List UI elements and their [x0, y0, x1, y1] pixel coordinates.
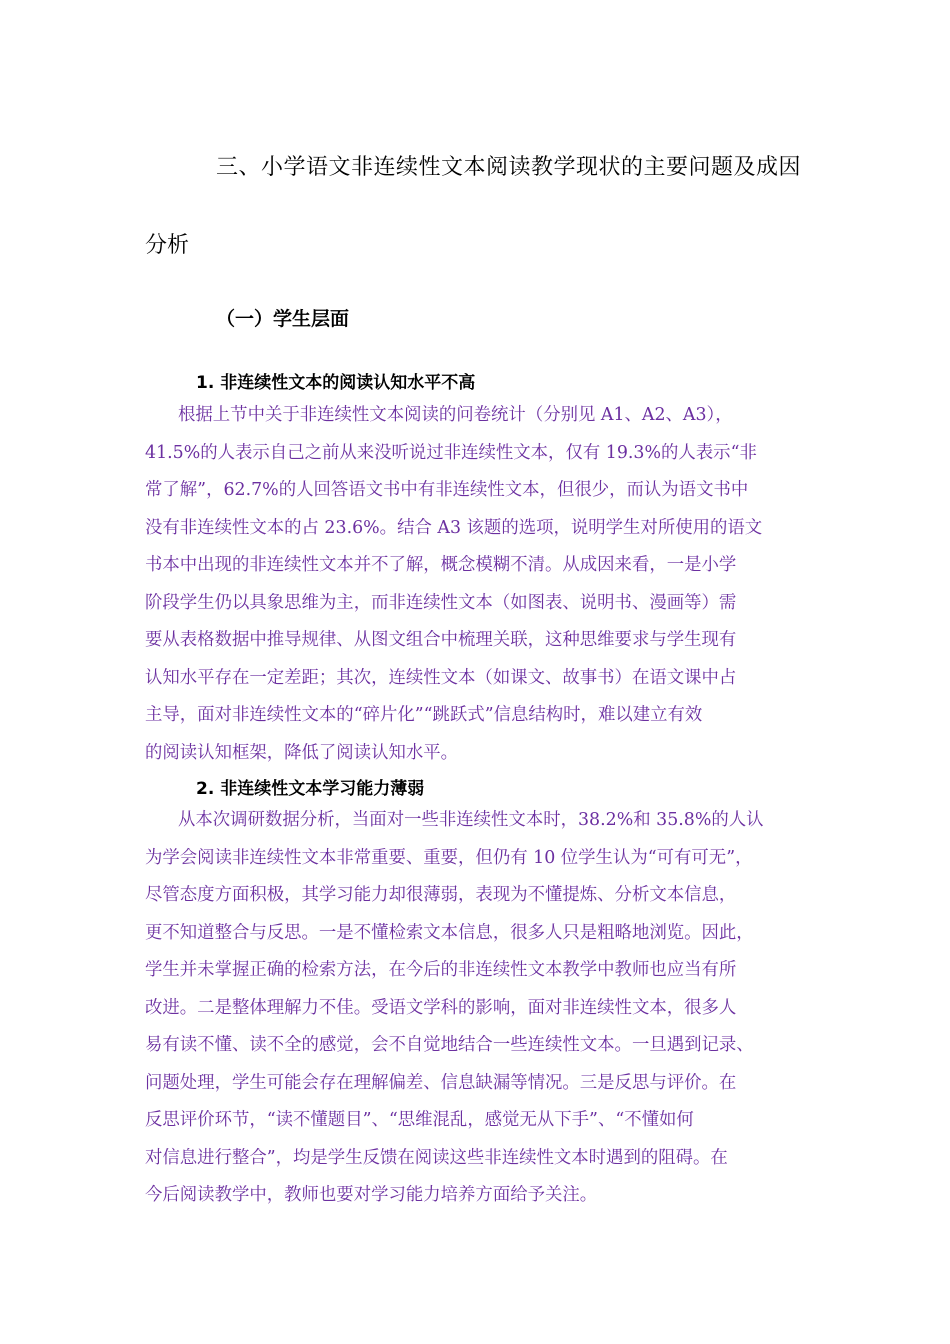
paragraph-line: 认知水平存在一定差距；其次，连续性文本（如课文、故事书）在语文课中占	[145, 667, 737, 688]
paragraph-line: 改进。二是整体理解力不佳。受语文学科的影响，面对非连续性文本，很多人	[145, 997, 737, 1018]
paragraph-line: 今后阅读教学中，教师也要对学习能力培养方面给予关注。	[145, 1185, 598, 1205]
paragraph-line: 对信息进行整合”，均是学生反馈在阅读这些非连续性文本时遇到的阻碍。在	[145, 1147, 728, 1168]
paragraph-line: 更不知道整合与反思。一是不懂检索文本信息，很多人只是粗略地浏览。因此，	[145, 922, 754, 943]
paragraph-line: 尽管态度方面积极，其学习能力却很薄弱，表现为不懂提炼、分析文本信息，	[145, 885, 737, 905]
paragraph-line: 要从表格数据中推导规律、从图文组合中梳理关联，这种思维要求与学生现有	[145, 630, 737, 650]
paragraph-line: 反思评价环节，“读不懂题目”、“思维混乱，感觉无从下手”、“不懂如何	[145, 1110, 694, 1130]
paragraph-line: 学生并未掌握正确的检索方法，在今后的非连续性文本教学中教师也应当有所	[145, 960, 737, 980]
chapter-heading: 三、小学语文非连续性文本阅读教学现状的主要问题及成因	[216, 155, 802, 180]
paragraph-line: 为学会阅读非连续性文本非常重要、重要，但仍有 10 位学生认为“可有可无”，	[145, 847, 753, 868]
paragraph-line: 问题处理，学生可能会存在理解偏差、信息缺漏等情况。三是反思与评价。在	[145, 1072, 737, 1093]
paragraph-1	[145, 397, 813, 772]
paragraph-line: 常了解”，62.7%的人回答语文书中有非连续性文本，但很少，而认为语文书中	[145, 480, 749, 500]
paragraph-line: 易有读不懂、读不全的感觉，会不自觉地结合一些连续性文本。一旦遇到记录、	[145, 1035, 754, 1055]
paragraph-line: 41.5%的人表示自己之前从来没听说过非连续性文本，仅有 19.3%的人表示“非	[145, 442, 757, 463]
paragraph-line: 主导，面对非连续性文本的“碎片化”“跳跃式”信息结构时，难以建立有效	[145, 705, 703, 725]
paragraph-line: 根据上节中关于非连续性文本阅读的问卷统计（分别见 A1、A2、A3），	[178, 405, 733, 425]
paragraph-line: 阶段学生仍以具象思维为主，而非连续性文本（如图表、说明书、漫画等）需	[145, 592, 737, 613]
paragraph-line: 从本次调研数据分析，当面对一些非连续性文本时，38.2%和 35.8%的人认	[178, 810, 764, 830]
subsection-heading-1: 1. 非连续性文本的阅读认知水平不高	[196, 373, 476, 393]
chapter-heading-continuation: 分析	[145, 233, 190, 258]
paragraph-line: 的阅读认知框架，降低了阅读认知水平。	[145, 742, 459, 763]
subsection-heading-2: 2. 非连续性文本学习能力薄弱	[196, 779, 425, 799]
paragraph-line: 没有非连续性文本的占 23.6%。结合 A3 该题的选项，说明学生对所使用的语文	[145, 517, 763, 538]
section-heading: （一）学生层面	[216, 308, 350, 330]
paragraph-line: 书本中出现的非连续性文本并不了解，概念模糊不清。从成因来看，一是小学	[145, 555, 737, 575]
paragraph-2	[145, 802, 813, 1215]
